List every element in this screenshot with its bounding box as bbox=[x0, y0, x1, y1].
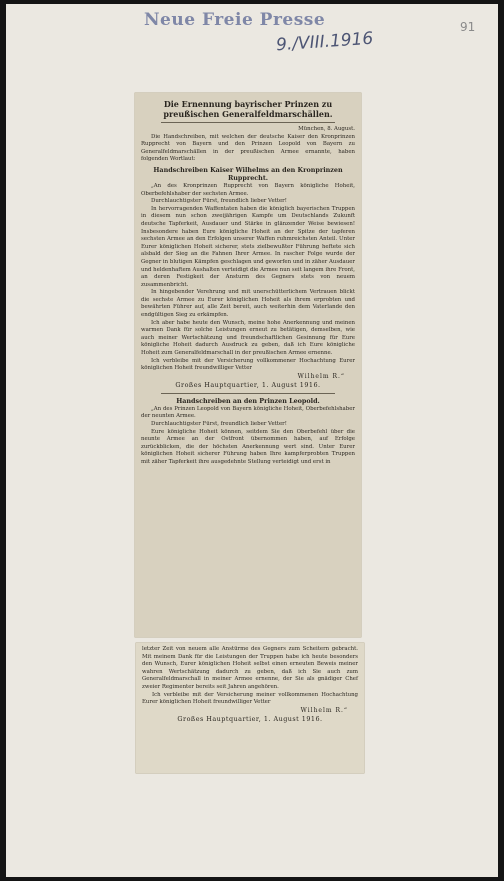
handwritten-date: 9./VIII.1916 bbox=[275, 28, 374, 56]
letter1-paragraph-1: In hervorragenden Waffentaten haben die königlich bayerischen Truppen in diesem nun schon zweijährigen Kampfe um Deutschlands Zukunft deutsche Tapferkeit, Ausdauer und Stärke in glänzender Weise bewiesen! Insbesondere haben Eure königliche Hoheit an der Spitze der tapferen sechsten Armee an den Erfolgen unserer Waffen ruhmreichsten Anteil. Unter Eurer königlichen Hoheit sicherer, stets zielbewußter Führung heftete sich alsbald der Sieg an die Fahnen Ihrer Armee. In rascher Folge wurde der Gegner in blutigen Kämpfen geschlagen und geworfen und in zäher Ausdauer und heldenhaftem Aushalten verteidigt die Armee nun seit langem ihre Front, an deren Festigkeit der Ansturm des Gegners stets von neuem zusammenbricht. bbox=[141, 205, 355, 288]
letter1-paragraph-3: Ich aber habe heute den Wunsch, meine hohe Anerkennung und meinen warmen Dank für solche Leistungen erneut zu betätigen, demselben, wie auch meiner Wertschätzung und freundschaftlichen Gesinnung für Eure königliche Hoheit dadurch Ausdruck zu geben, daß ich Eure königliche Hoheit zum Generalfeldmarschall in der preußischen Armee ernenne. bbox=[141, 319, 355, 357]
divider bbox=[161, 393, 335, 394]
letter2-address: „An des Prinzen Leopold von Bayern königliche Hoheit, Oberbefehlshaber der neunten Armee. bbox=[141, 405, 355, 420]
letter1-place-date: Großes Hauptquartier, 1. August 1916. bbox=[175, 380, 321, 389]
letter1-signature: Wilhelm R.“ bbox=[297, 372, 345, 380]
letter1-title: Handschreiben Kaiser Wilhelms an den Kronprinzen Rupprecht. bbox=[153, 165, 343, 182]
letter1-closing: Ich verbleibe mit der Versicherung vollkommener Hochachtung Eurer königlichen Hoheit freundwilliger Vetter bbox=[141, 357, 355, 372]
dateline: München, 8. August. bbox=[298, 126, 355, 132]
letter2-title: Handschreiben an den Prinzen Leopold. bbox=[176, 396, 320, 405]
letter2-paragraph-1a: Eure königliche Hoheit können, seitdem Sie den Oberbefehl über die neunte Armee an der Ostfront übernommen haben, auf Erfolge zurückblicken, die der höchsten Anerkennung wert sind. Unter Eurer königlichen Hoheit sicherer Führung haben Ihre kampferprobten Truppen mit zäher Tapferkeit ihre ausgedehnte Stellung verteidigt und erst in bbox=[141, 428, 355, 465]
newspaper-clipping-continuation bbox=[136, 643, 364, 773]
newspaper-clipping-main bbox=[135, 93, 361, 637]
newspaper-stamp: Neue Freie Presse bbox=[144, 10, 326, 30]
article-headline: Die Ernennung bayrischer Prinzen zu preußischen Generalfeldmarschällen. bbox=[163, 99, 333, 119]
letter1-address: „An des Kronprinzen Rupprecht von Bayern königliche Hoheit, Oberbefehlshaber der sechsten Armee. bbox=[141, 182, 355, 197]
letter1-paragraph-2: In hingebender Verehrung und mit unerschütterlichem Vertrauen blickt die sechste Armee zu Eurer königlichen Hoheit als ihrem erprobten und bewährten Führer auf, alle Zeit bereit, auch weiterhin dem Vaterlande den endgültigen Sieg zu erkämpfen. bbox=[141, 289, 355, 319]
letter2-salutation: Durchlauchtigster Fürst, freundlich lieber Vetter! bbox=[151, 421, 287, 427]
article-intro: Die Handschreiben, mit welchen der deutsche Kaiser den Kronprinzen Rupprecht von Bayern und den Prinzen Leopold von Bayern zu Generalfeldmarschällen in der preußischen Armee ernannte, haben folgenden Wortlaut: bbox=[141, 133, 355, 163]
letter2-closing: Ich verbleibe mit der Versicherung meiner vollkommenen Hochachtung Eurer königlichen Hoheit freundwilliger Vetter bbox=[142, 691, 358, 706]
letter1-salutation: Durchlauchtigster Fürst, freundlich lieber Vetter! bbox=[151, 198, 287, 205]
letter2-signature: Wilhelm R.“ bbox=[300, 706, 348, 714]
letter2-place-date: Großes Hauptquartier, 1. August 1916. bbox=[177, 714, 323, 723]
page-number: 91 bbox=[460, 20, 476, 34]
divider bbox=[161, 122, 335, 123]
letter2-paragraph-1b: letzter Zeit von neuem alle Anstürme des Gegners zum Scheitern gebracht. Mit meinem Dank für die Leistungen der Truppen habe ich heute besonders den Wunsch, Eurer königlichen Hoheit selbst einen erneuten Beweis meiner wahren Wertschätzung dadurch zu geben, daß ich Sie auch zum Generalfeldmarschall in meiner Armee ernenne, der Sie als gnädiger Chef zweier Regimenter bereits seit Jahren angehören. bbox=[142, 646, 358, 690]
